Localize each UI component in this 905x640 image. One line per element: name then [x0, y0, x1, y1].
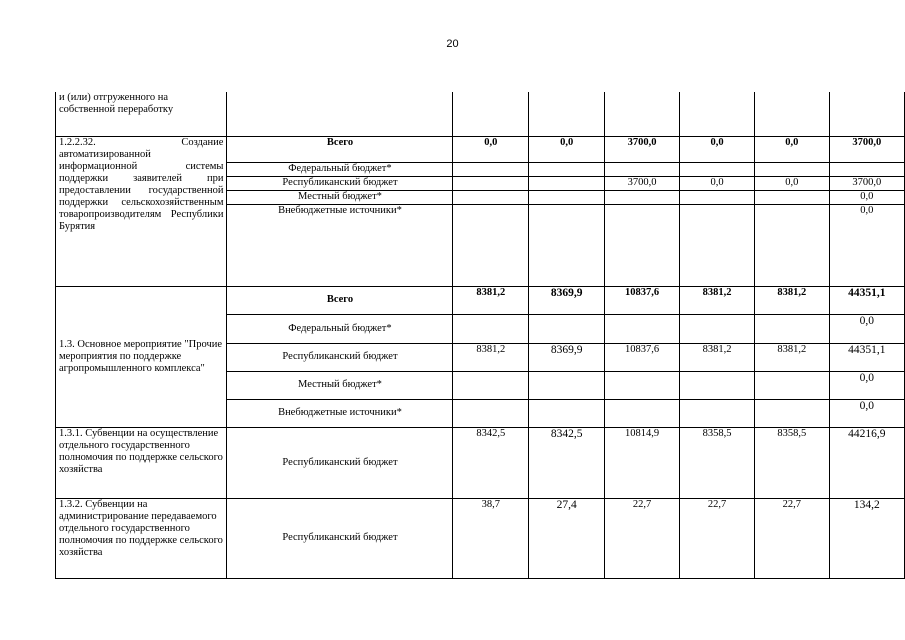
- value-cell: 27,4: [529, 498, 605, 578]
- source-label: Республиканский бюджет: [227, 427, 453, 498]
- budget-table: [55, 92, 905, 579]
- value-cell: 0,0: [680, 176, 755, 190]
- value-cell: 10837,6: [605, 286, 680, 314]
- value-cell: 10837,6: [605, 343, 680, 371]
- value-cell: 0,0: [453, 136, 529, 162]
- source-label: Местный бюджет*: [227, 371, 453, 399]
- value-cell: 8358,5: [680, 427, 755, 498]
- value-cell: 8381,2: [680, 343, 755, 371]
- source-label: Республиканский бюджет: [227, 176, 453, 190]
- total-cell: 0,0: [829, 190, 904, 204]
- source-label: Федеральный бюджет*: [227, 162, 453, 176]
- measure-title: 1.3.1. Субвенции на осуществление отдельного государственного полномочия по поддержке сельского хозяйства: [56, 427, 227, 498]
- value-cell: 8381,2: [453, 343, 529, 371]
- table-row-1-2-2-32-total: [56, 136, 905, 162]
- measure-title: и (или) отгруженного на собственной переработку: [56, 92, 227, 136]
- total-cell: 0,0: [829, 204, 904, 286]
- value-cell: 0,0: [680, 136, 755, 162]
- value-cell: 0,0: [529, 136, 605, 162]
- source-label: Внебюджетные источники*: [227, 204, 453, 286]
- value-cell: 10814,9: [605, 427, 680, 498]
- total-cell: 44216,9: [829, 427, 904, 498]
- total-cell: 134,2: [829, 498, 904, 578]
- value-cell: 22,7: [754, 498, 829, 578]
- value-cell: 0,0: [754, 136, 829, 162]
- total-cell: 3700,0: [829, 136, 904, 162]
- value-cell: 8381,2: [453, 286, 529, 314]
- source-label: Всего: [227, 286, 453, 314]
- measure-title: 1.3.2. Субвенции на администрирование передаваемого отдельного государственного полномочия по поддержке сельского хозяйства: [56, 498, 227, 578]
- value-cell: 8358,5: [754, 427, 829, 498]
- table-row-continuation: [56, 92, 905, 136]
- total-cell: 3700,0: [829, 176, 904, 190]
- page-number: 20: [446, 38, 459, 50]
- table-row-1-3-1: [56, 427, 905, 498]
- source-label: Всего: [227, 136, 453, 162]
- value-cell: 38,7: [453, 498, 529, 578]
- total-cell: 0,0: [829, 371, 904, 399]
- total-cell: 0,0: [829, 314, 904, 343]
- total-cell: 44351,1: [829, 343, 904, 371]
- measure-title: 1.2.2.32. Создание автоматизированной информационной системы поддержки заявителей при предоставлении государственной поддержки сельскохозяйственным товаропроизводителям Республики Бурятия: [56, 136, 227, 286]
- value-cell: 8369,9: [529, 343, 605, 371]
- value-cell: 3700,0: [605, 176, 680, 190]
- value-cell: 8381,2: [754, 343, 829, 371]
- value-cell: 8381,2: [754, 286, 829, 314]
- source-label: Федеральный бюджет*: [227, 314, 453, 343]
- value-cell: 3700,0: [605, 136, 680, 162]
- source-label: Внебюджетные источники*: [227, 399, 453, 427]
- value-cell: 8342,5: [529, 427, 605, 498]
- measure-title: 1.3. Основное мероприятие "Прочие мероприятия по поддержке агропромышленного комплекса": [56, 286, 227, 427]
- total-cell: 0,0: [829, 399, 904, 427]
- value-cell: 8342,5: [453, 427, 529, 498]
- table-row-1-3-2: [56, 498, 905, 578]
- table-row-1-3-total: [56, 286, 905, 314]
- value-cell: 0,0: [754, 176, 829, 190]
- value-cell: 22,7: [680, 498, 755, 578]
- value-cell: 8369,9: [529, 286, 605, 314]
- source-label: Местный бюджет*: [227, 190, 453, 204]
- source-label: Республиканский бюджет: [227, 498, 453, 578]
- source-label: Республиканский бюджет: [227, 343, 453, 371]
- total-cell: 44351,1: [829, 286, 904, 314]
- value-cell: 22,7: [605, 498, 680, 578]
- value-cell: 8381,2: [680, 286, 755, 314]
